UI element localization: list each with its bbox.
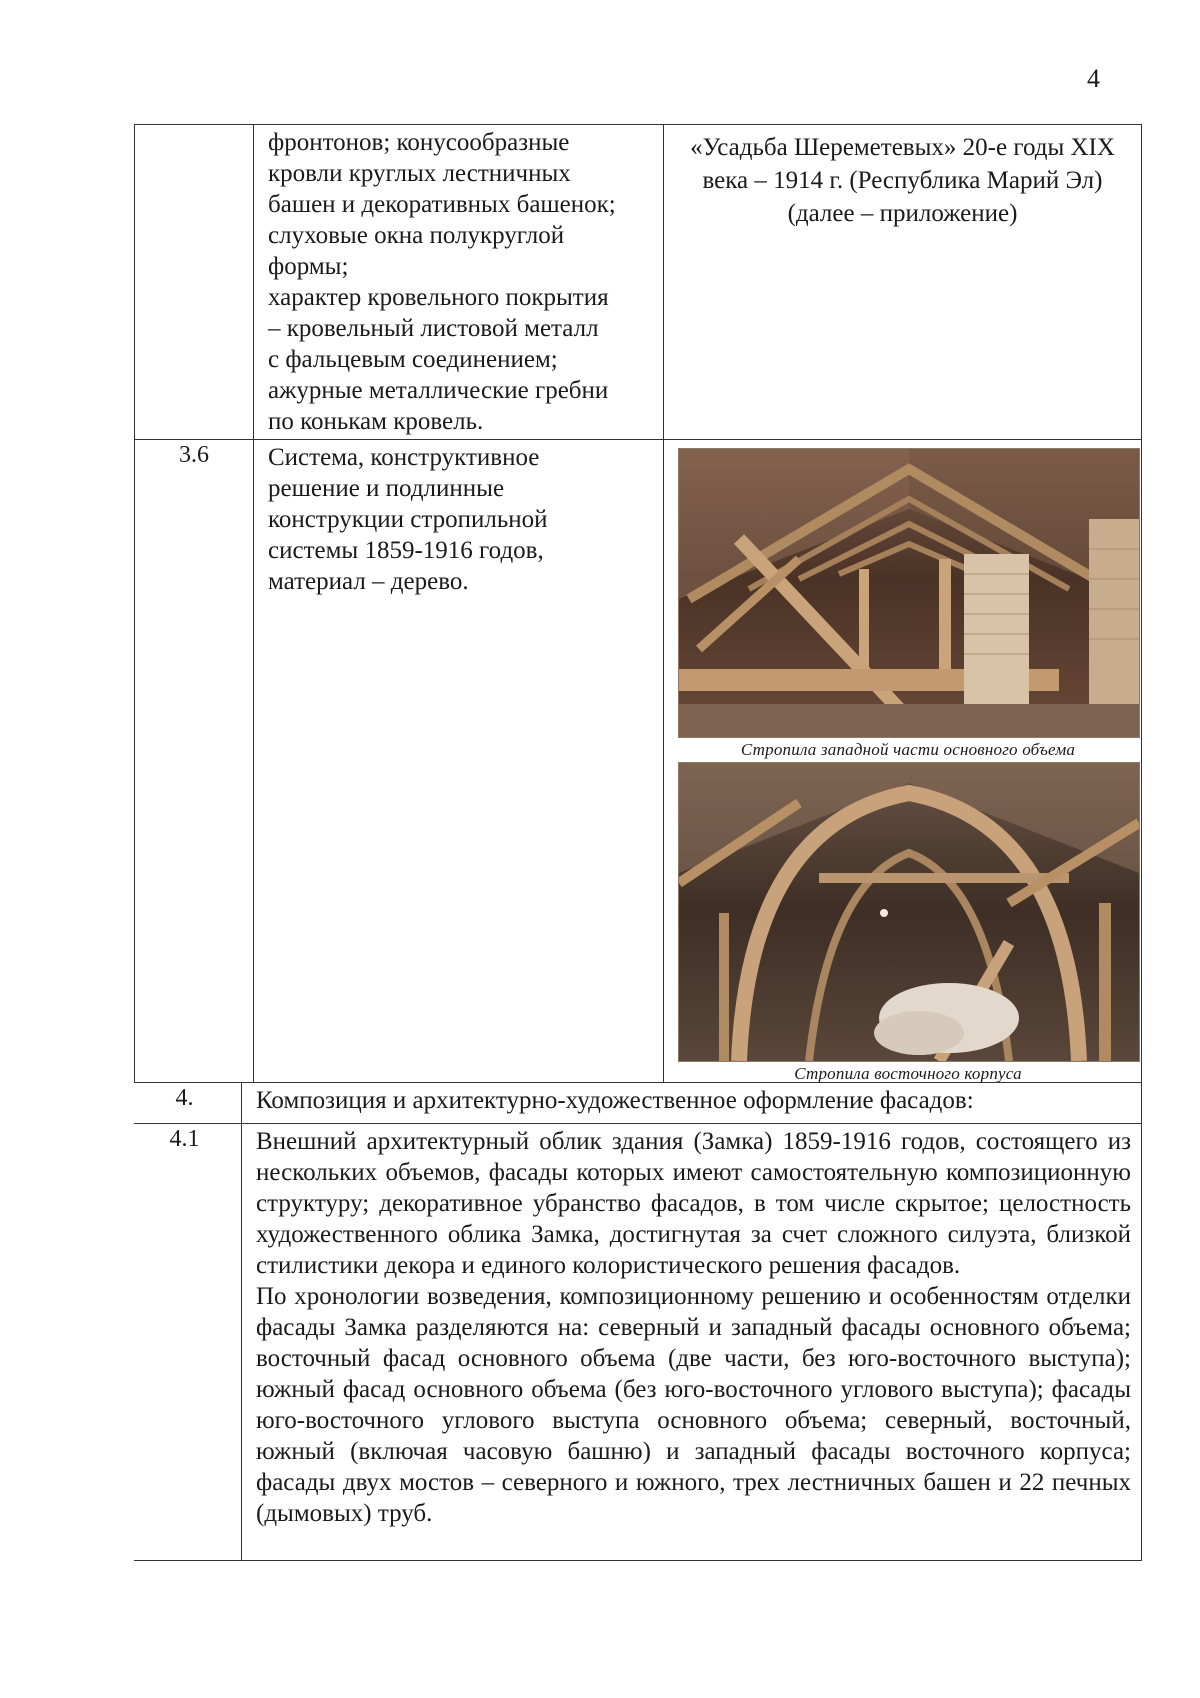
roof-line: – кровельный листовой металл <box>268 315 599 342</box>
section-title: Композиция и архитектурно-художественное оформление фасадов: <box>256 1087 974 1114</box>
roof-line: с фальцевым соединением; <box>268 346 558 373</box>
photo-block-west <box>678 448 1140 760</box>
table-row-4-1 <box>134 1123 1142 1561</box>
row-number-text: 4.1 <box>169 1126 200 1152</box>
row-number-text: 4. <box>175 1085 194 1111</box>
photo-block-east <box>678 762 1140 1084</box>
facade-description-cell <box>241 1124 1142 1560</box>
roof-line: фронтонов; конусообразные <box>268 129 570 156</box>
row-number-text: 3.6 <box>179 442 209 468</box>
photo-caption-east: Стропила восточного корпуса <box>794 1064 1022 1083</box>
row-number <box>134 440 253 1082</box>
rafter-description-cell <box>253 440 663 1082</box>
row-number <box>128 1124 241 1560</box>
photos-cell <box>663 440 1142 1082</box>
roof-line: по конькам кровель. <box>268 408 484 435</box>
table-row-continuation <box>134 124 1142 439</box>
number-cell <box>134 125 253 439</box>
rafters-west-image <box>679 449 1139 737</box>
roof-line: характер кровельного покрытия <box>268 284 609 311</box>
roof-line: ажурные металлические гребни <box>268 377 609 404</box>
rafters-east-image <box>679 763 1139 1061</box>
facade-paragraph-1: Внешний архитектурный облик здания (Замка) 1859-1916 годов, состоящего из нескольких объемов, фасады которых имеют самостоятельную композиционную структуру; декоративное убранство фасадов, в том числе скрытое; целостность художественного облика Замка, достигнутая за счет сложного силуэта, близкой стилистики декора и единого колористического решения фасадов. <box>256 1128 1131 1279</box>
source-reference-cell <box>663 125 1142 439</box>
roof-description-cell <box>253 125 663 439</box>
table-row-3-6 <box>134 439 1142 1082</box>
roof-line: кровли круглых лестничных <box>268 160 571 187</box>
page-number: 4 <box>1087 64 1100 93</box>
table-row-4 <box>134 1082 1142 1123</box>
facade-paragraph-2: По хронологии возведения, композиционному решению и особенностям отделки фасады Замка разделяются на: северный и западный фасады основного объема; восточный фасад основного объема (две части, без юго-восточного выступа); южный фасад основного объема (без юго-восточного углового выступа); фасады юго-восточного углового выступа основного объема; северный, восточный, южный (включая часовую башню) и западный фасады восточного корпуса; фасады двух мостов – северного и южного, трех лестничных башен и 22 печных (дымовых) труб. <box>256 1283 1131 1527</box>
photo-caption-west: Стропила западной части основного объема <box>740 740 1076 759</box>
attic-photo-west <box>678 448 1140 738</box>
attic-photo-east <box>678 762 1140 1062</box>
heritage-table <box>134 124 1142 1561</box>
row-number <box>128 1083 241 1123</box>
roof-line: башен и декоративных башенок; <box>268 191 616 218</box>
section-title-cell <box>241 1083 1142 1123</box>
roof-line: формы; <box>268 253 349 280</box>
rafter-description: Система, конструктивное решение и подлинные конструкции стропильной системы 1859-1916 годов, материал – дерево. <box>268 444 548 595</box>
source-reference-text: «Усадьба Шереметевых» 20-е годы XIX века – 1914 г. (Республика Марий Эл) (далее – приложение) <box>690 134 1115 227</box>
roof-line: слуховые окна полукруглой <box>268 222 565 249</box>
